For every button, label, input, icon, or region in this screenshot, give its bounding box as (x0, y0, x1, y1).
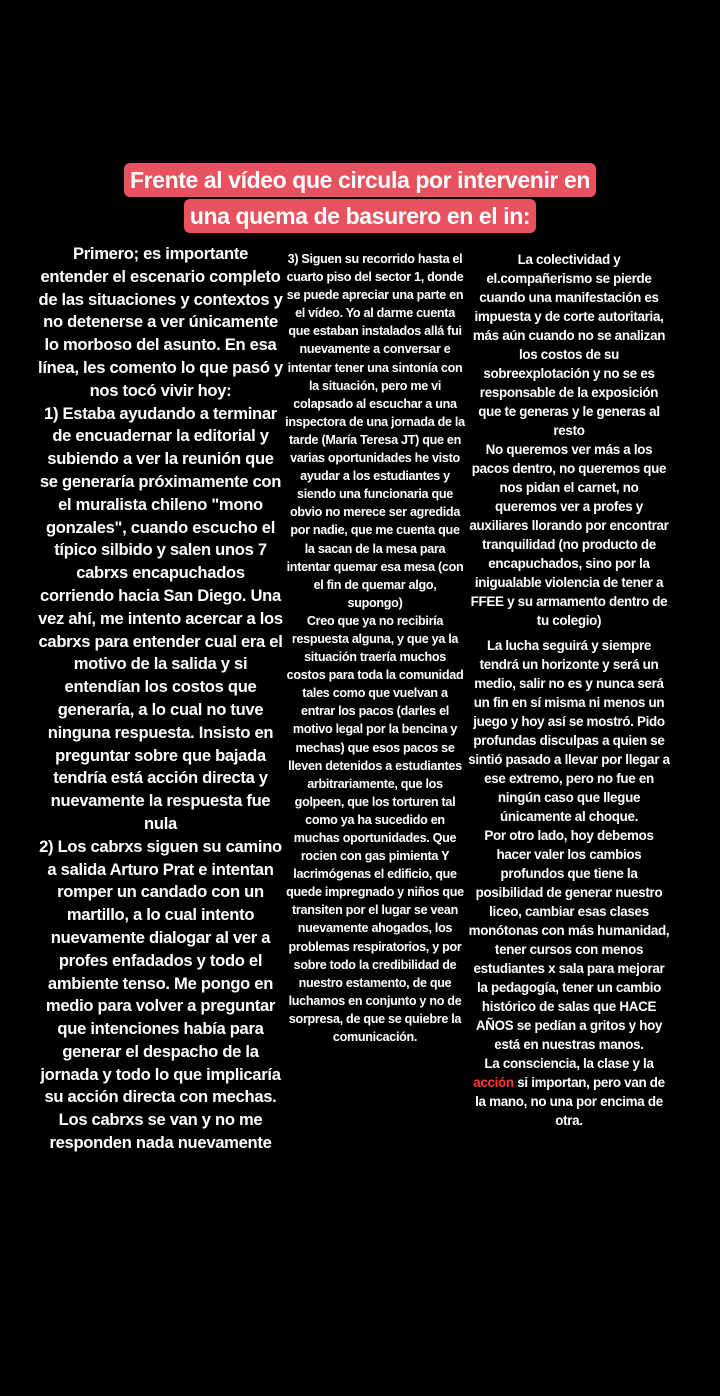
demands-paragraph: No queremos ver más a los pacos dentro, no queremos que nos pidan el carnet, no queremos ver a profes y auxiliares llorando por encontrar tranquilidad (no producto de encapuchados, sino por la inigualable violencia de tener a FFEE y su armamento dentro de tu colegio) (469, 442, 669, 628)
closing-paragraph (468, 1054, 670, 1130)
title-line-2: una quema de basurero en el in: (184, 199, 536, 233)
text-column-2 (285, 250, 465, 1046)
accion-highlight: acción (473, 1075, 514, 1090)
intro-paragraph: Primero; es importante entender el escenario completo de las situaciones y contextos y no detenerse a ver únicamente lo morboso del asunto. En esa línea, les comento lo que pasó y nos tocó vivir hoy: (38, 244, 283, 400)
text-column-3 (468, 250, 670, 1130)
point-1-paragraph: 1) Estaba ayudando a terminar de encuadernar la editorial y subiendo a ver la reunión que se generaría próximamente con el muralista chileno "mono gonzales", cuando escucho el típico silbido y salen unos 7 cabrxs encapuchados corriendo hacia San Diego. Una vez ahí, me intento acercar a los cabrxs para entender cual era el motivo de la salida y si entendían los costos que generaría, a lo cual no tuve ninguna respuesta. Insisto en preguntar sobre que bajada tendría está acción directa y nuevamente la respuesta fue nula (38, 403, 283, 833)
point-3-paragraph: 3) Siguen su recorrido hasta el cuarto piso del sector 1, donde se puede apreciar una parte en el vídeo. Yo al darme cuenta que estaban instalados allá fui nuevamente a conversar e intentar tener una sintonía con la situación, pero me vi colapsado al escuchar a una inspectora de una jornada de la tarde (María Teresa JT) que en varias oportunidades he visto ayudar a los estudiantes y siendo una funcionaria que obvio no merece ser agredida por nadie, que me cuenta que la sacan de la mesa para intentar quemar esa mesa (con el fin de quemar algo, supongo) (285, 252, 465, 610)
title-line-1: Frente al vídeo que circula por intervenir en (124, 163, 596, 197)
closing-text-after: si importan, pero van de la mano, no una por encima de otra. (475, 1075, 665, 1128)
struggle-paragraph: La lucha seguirá y siempre tendrá un horizonte y será un medio, salir no es y nunca será un fin en sí misma ni menos un juego y hoy así se mostró. Pido profundas disculpas a quien se sintió pasado a llevar por llegar a ese extremo, pero no fue en ningún caso que llegue únicamente al choque. (468, 638, 670, 824)
continuation-paragraph: Creo que ya no recibiría respuesta alguna, y que ya la situación traería muchos costos para toda la comunidad tales como que vuelvan a entrar los pacos (darles el motivo legal por la bencina y mechas) que esos pacos se lleven detenidos a estudiantes arbitrariamente, que los golpeen, que los torturen tal como ya ha sucedido en muchas oportunidades. Que rocien con gas pimienta Y lacrimógenas el edificio, que quede impregnado y niños que transiten por el lugar se vean nuevamente ahogados, los problemas respiratorios, y por sobre todo la credibilidad de nuestro estamento, de que luchamos en conjunto y no de sorpresa, de que se quiebre la comunicación. (286, 613, 464, 1045)
text-column-1 (38, 243, 283, 1155)
collectivity-paragraph: La colectividad y el.compañerismo se pierde cuando una manifestación es impuesta y de corte autoritaria, más aún cuando no se analizan los costos de su sobreexplotación y no se es responsable de la exposición que te generas y le generas al resto (472, 252, 666, 438)
point-2-paragraph: 2) Los cabrxs siguen su camino a salida Arturo Prat e intentan romper un candado con un martillo, a lo cual intento nuevamente dialogar al ver a profes enfadados y todo el ambiente tenso. Me pongo en medio para volver a preguntar que intenciones había para generar el despacho de la jornada y todo lo que implicaría su acción directa con mechas. Los cabrxs se van y no me responden nada nuevamente (39, 836, 282, 1153)
closing-text-before: La consciencia, la clase y la (484, 1056, 654, 1071)
changes-paragraph: Por otro lado, hoy debemos hacer valer los cambios profundos que tiene la posibilidad de generar nuestro liceo, cambiar esas clases monótonas con más humanidad, tener cursos con menos estudiantes x sala para mejorar la pedagogía, tener un cambio histórico de salas que HACE AÑOS se pedían a gritos y hoy está en nuestras manos. (468, 828, 670, 1052)
post-title (0, 163, 720, 233)
